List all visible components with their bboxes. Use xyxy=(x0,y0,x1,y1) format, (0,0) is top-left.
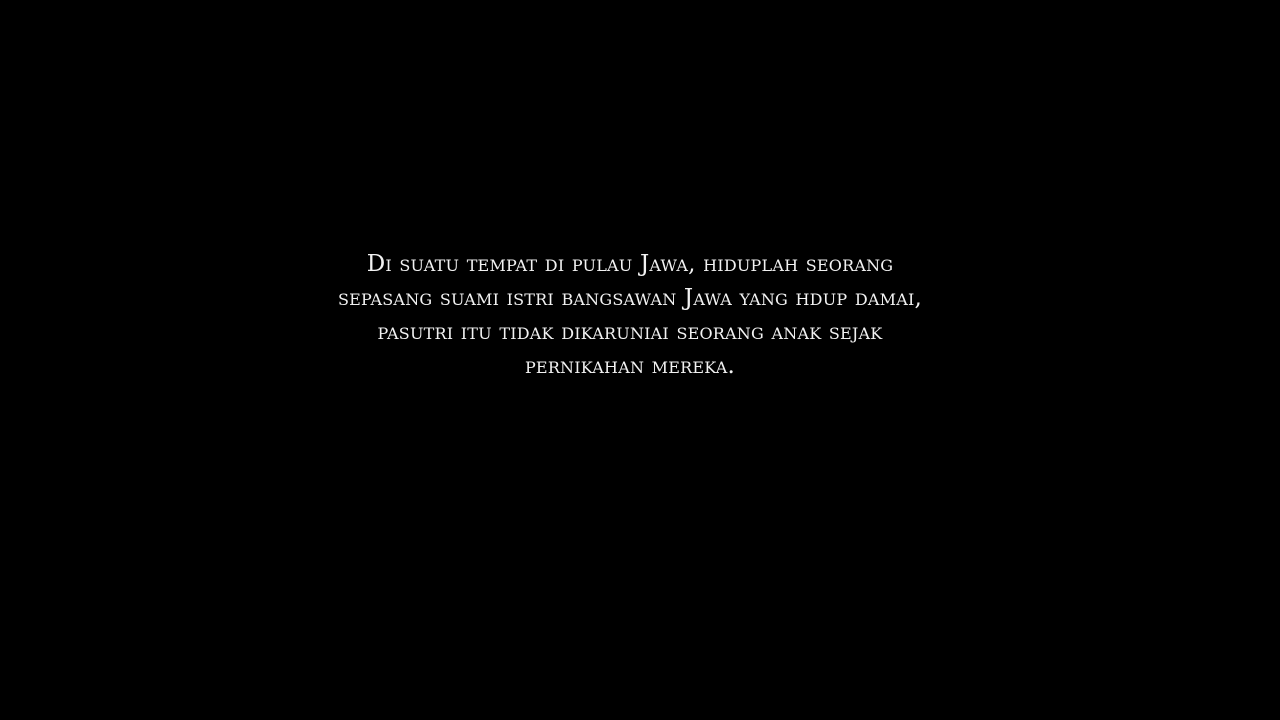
narration-line-2: sepasang suami istri bangsawan Jawa yang hdup damai, xyxy=(337,285,923,311)
narration-line-3: pasutri itu tidak dikaruniai seorang anak sejak xyxy=(377,319,883,345)
narration-line-4: pernikahan mereka. xyxy=(524,353,736,379)
narration-line-1: Di suatu tempat di pulau Jawa, hiduplah seorang xyxy=(366,251,894,277)
narration-text xyxy=(220,247,1040,383)
